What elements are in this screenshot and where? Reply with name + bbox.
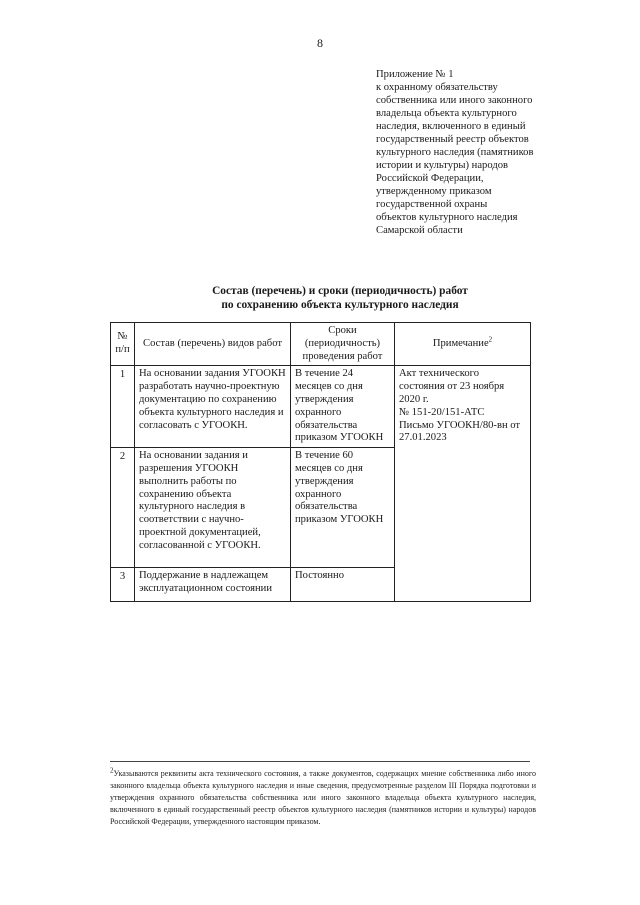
appendix-line: собственника или иного законного <box>376 95 533 106</box>
note-letter: Письмо УГООКН/80-вн от 27.01.2023 <box>399 419 521 444</box>
appendix-line: Российской Федерации, <box>376 173 484 184</box>
footnote-marker: 2 <box>110 766 114 775</box>
appendix-line: истории и культуры) народов <box>376 160 509 171</box>
header-terms: Сроки (периодичность) проведения работ <box>291 323 395 366</box>
title-line-2: по сохранению объекта культурного наследия <box>221 299 459 311</box>
appendix-line: объектов культурного наследия <box>376 212 518 223</box>
appendix-line: владельца объекта культурного <box>376 108 517 119</box>
row-terms: В течение 24 месяцев со дня утверждения охранного обязательства приказом УГООКН <box>291 366 395 448</box>
appendix-line: наследия, включенного в единый <box>376 121 526 132</box>
header-note <box>395 323 531 366</box>
row-num: 1 <box>111 366 135 448</box>
header-note-label: Примечание <box>432 337 489 349</box>
appendix-line: государственной охраны <box>376 199 488 210</box>
note-act: Акт технического состояния от 23 ноября 2020 г. <box>399 368 505 405</box>
note-act-number: № 151-20/151-АТС <box>399 406 485 418</box>
table-header-row <box>111 323 531 366</box>
footnote-divider <box>110 761 530 762</box>
row-num: 2 <box>111 448 135 568</box>
appendix-line: культурного наследия (памятников <box>376 147 534 158</box>
header-works: Состав (перечень) видов работ <box>135 323 291 366</box>
row-works: Поддержание в надлежащем эксплуатационном состоянии <box>135 568 291 602</box>
row-num: 3 <box>111 568 135 602</box>
appendix-line: Приложение № 1 <box>376 69 454 80</box>
page-number: 8 <box>317 36 323 50</box>
row-terms: В течение 60 месяцев со дня утверждения охранного обязательства приказом УГООКН <box>291 448 395 568</box>
footnote-ref: 2 <box>488 335 493 344</box>
title-line-1: Состав (перечень) и сроки (периодичность) работ <box>212 285 468 297</box>
appendix-line: к охранному обязательству <box>376 82 498 93</box>
header-num: № п/п <box>111 323 135 366</box>
appendix-line: утвержденному приказом <box>376 186 492 197</box>
appendix-line: Самарской области <box>376 225 463 236</box>
footnote <box>110 768 536 828</box>
appendix-heading <box>376 68 576 237</box>
row-terms: Постоянно <box>291 568 395 602</box>
note-cell <box>395 366 531 602</box>
appendix-line: государственный реестр объектов <box>376 134 529 145</box>
row-works: На основании задания УГООКН разработать научно-проектную документацию по сохранению объекта культурного наследия и согласовать с УГООКН. <box>135 366 291 448</box>
works-table <box>110 322 531 602</box>
footnote-text: Указываются реквизиты акта технического состояния, а также документов, содержащих мнение собственника либо иного законного владельца объекта культурного наследия и иные сведения, предусмотренные разделом III Порядка подготовки и утверждения охранного обязательства собственника или иного законного владельца объекта культурного наследия, включенного в единый государственный реестр объектов культурного наследия (памятников истории и культуры) народов Российской Федерации, утвержденного настоящим приказом. <box>110 769 536 826</box>
row-works: На основании задания и разрешения УГООКН выполнить работы по сохранению объекта культурного наследия в соответствии с научно-проектной документацией, согласованной с УГООКН. <box>135 448 291 568</box>
table-row <box>111 366 531 448</box>
document-title <box>0 284 640 312</box>
